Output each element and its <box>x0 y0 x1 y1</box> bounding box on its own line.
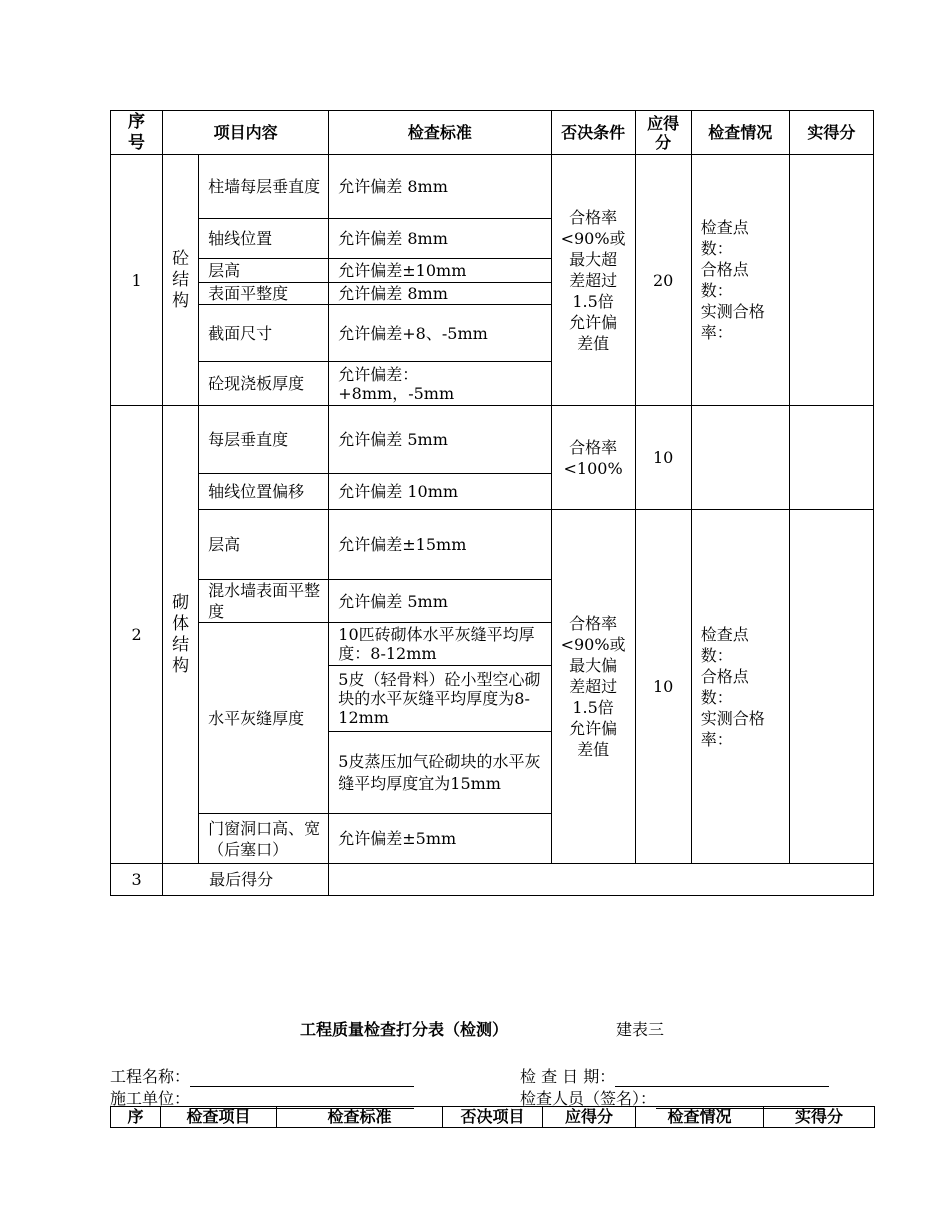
project-name-label: 工程名称： <box>110 1067 191 1086</box>
item-standard: 允许偏差+8、-5mm <box>329 305 551 362</box>
col-header-standard: 检查标准 <box>329 111 551 155</box>
header-row <box>111 1107 875 1128</box>
item-standard: 允许偏差 8mm <box>329 219 551 259</box>
item-standard: 允许偏差 10mm <box>329 474 551 510</box>
item-name: 轴线位置偏移 <box>199 474 329 510</box>
veto-condition: 合格率 <90%或 最大偏 差超过 1.5倍 允许偏 差值 <box>551 510 635 864</box>
header-row <box>111 111 874 155</box>
item-name: 层高 <box>199 259 329 283</box>
item-standard: 允许偏差 8mm <box>329 155 551 219</box>
category-cell: 砌体结构 <box>163 406 199 864</box>
item-standard: 允许偏差 8mm <box>329 283 551 305</box>
item-name: 层高 <box>199 510 329 580</box>
col-header-actual: 实得分 <box>789 111 873 155</box>
col-header-standard: 检查标准 <box>277 1107 443 1128</box>
item-standard: 允许偏差 5mm <box>329 580 551 623</box>
quality-score-table <box>110 110 874 896</box>
col-header-score: 应得分 <box>543 1107 636 1128</box>
final-score-label: 最后得分 <box>163 864 329 896</box>
item-name: 截面尺寸 <box>199 305 329 362</box>
row-no: 3 <box>111 864 163 896</box>
item-name: 砼现浇板厚度 <box>199 362 329 406</box>
item-standard: 允许偏差 5mm <box>329 406 551 474</box>
item-name: 柱墙每层垂直度 <box>199 155 329 219</box>
item-name: 门窗洞口高、宽（后塞口） <box>199 814 329 864</box>
table-row <box>111 510 874 580</box>
veto-condition: 合格率 <90%或 最大超 差超过 1.5倍 允许偏 差值 <box>551 155 635 406</box>
col-header-status: 检查情况 <box>691 111 789 155</box>
date-label: 检 查 日 期： <box>520 1067 616 1086</box>
col-header-item: 项目内容 <box>163 111 329 155</box>
inspection-status <box>691 406 789 510</box>
table-row <box>111 155 874 219</box>
inspection-status: 检查点 数： 合格点 数： 实测合格 率： <box>691 510 789 864</box>
col-header-no: 序号 <box>111 111 163 155</box>
col-header-veto: 否决项目 <box>443 1107 543 1128</box>
item-name: 轴线位置 <box>199 219 329 259</box>
col-header-actual: 实得分 <box>764 1107 875 1128</box>
inspector-label: 检查人员（签名）： <box>520 1089 657 1108</box>
row-no: 2 <box>111 406 163 864</box>
expected-score: 20 <box>635 155 691 406</box>
final-score-value <box>329 864 874 896</box>
date-field <box>520 1064 829 1087</box>
item-standard: 10匹砖砌体水平灰缝平均厚度：8-12mm <box>329 623 551 666</box>
actual-score <box>789 510 873 864</box>
inspection-status: 检查点 数： 合格点 数： 实测合格 率： <box>691 155 789 406</box>
item-name: 混水墙表面平整度 <box>199 580 329 623</box>
col-header-status: 检查情况 <box>636 1107 764 1128</box>
col-header-score: 应得分 <box>635 111 691 155</box>
item-name: 水平灰缝厚度 <box>199 623 329 814</box>
builder-label: 施工单位： <box>110 1089 191 1108</box>
expected-score: 10 <box>635 510 691 864</box>
item-standard: 5皮（轻骨料）砼小型空心砌块的水平灰缝平均厚度为8-12mm <box>329 666 551 732</box>
table-row <box>111 406 874 474</box>
item-standard: 5皮蒸压加气砼砌块的水平灰缝平均厚度宜为15mm <box>329 732 551 814</box>
project-name-field <box>110 1064 414 1087</box>
item-name: 表面平整度 <box>199 283 329 305</box>
form-title: 工程质量检查打分表（检测） <box>300 1020 509 1039</box>
item-standard: 允许偏差±10mm <box>329 259 551 283</box>
col-header-veto: 否决条件 <box>551 111 635 155</box>
actual-score <box>789 406 873 510</box>
item-name: 每层垂直度 <box>199 406 329 474</box>
actual-score <box>789 155 873 406</box>
col-header-no: 序 <box>111 1107 161 1128</box>
expected-score: 10 <box>635 406 691 510</box>
category-cell: 砼结构 <box>163 155 199 406</box>
veto-condition: 合格率 <100% <box>551 406 635 510</box>
item-standard: 允许偏差±15mm <box>329 510 551 580</box>
project-name-line[interactable] <box>190 1070 414 1087</box>
sheet-label: 建表三 <box>616 1020 665 1039</box>
score-table-2 <box>110 1106 875 1128</box>
item-standard: 允许偏差±5mm <box>329 814 551 864</box>
date-line[interactable] <box>615 1070 829 1087</box>
final-score-row <box>111 864 874 896</box>
item-standard: 允许偏差： +8mm，-5mm <box>329 362 551 406</box>
row-no: 1 <box>111 155 163 406</box>
col-header-item: 检查项目 <box>161 1107 277 1128</box>
